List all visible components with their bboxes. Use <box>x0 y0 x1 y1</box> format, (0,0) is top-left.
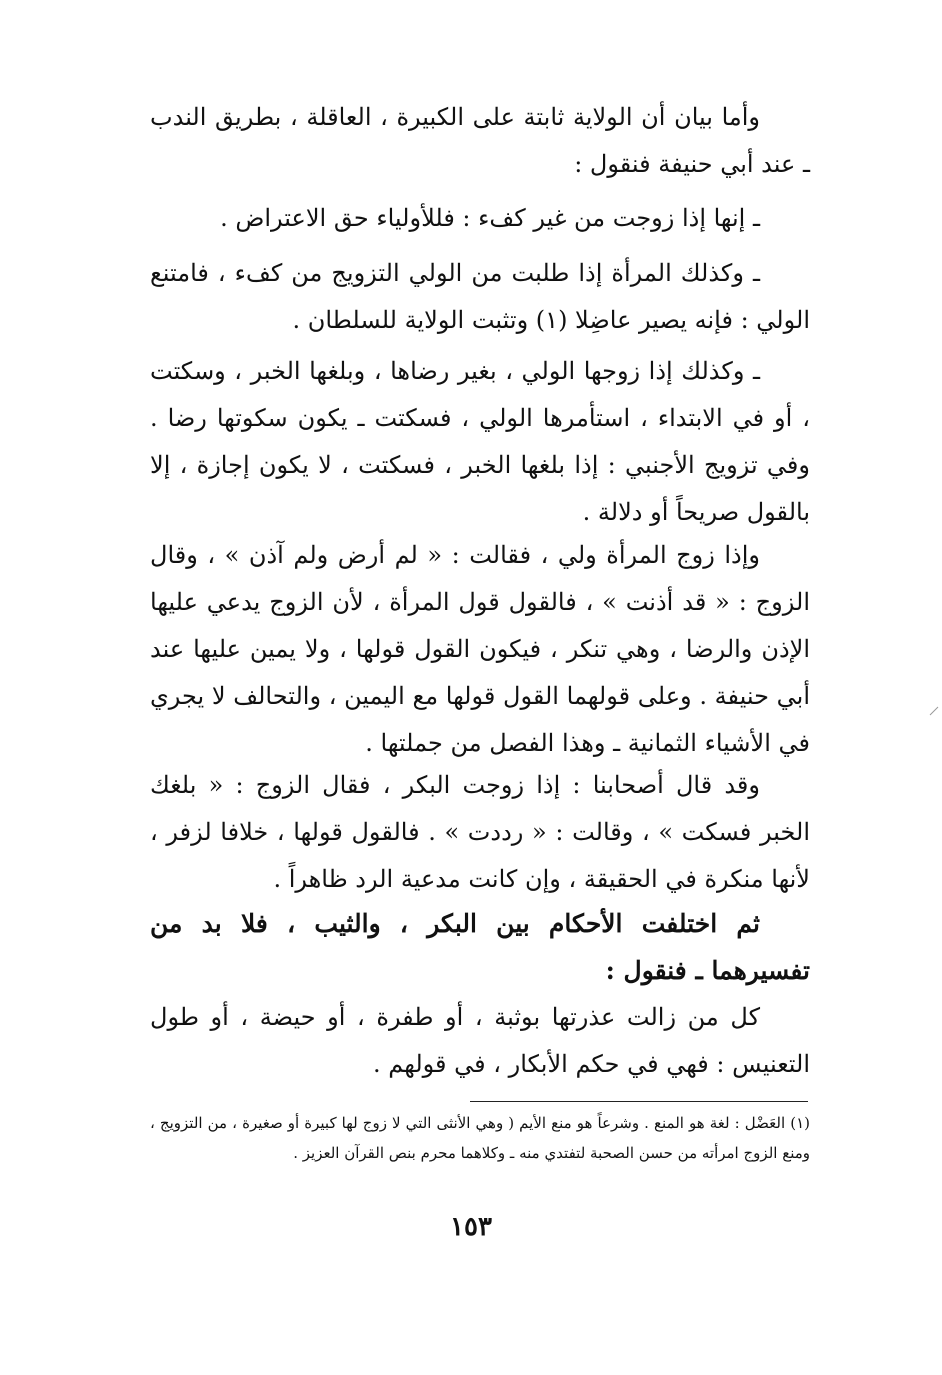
margin-mark <box>928 705 940 717</box>
paragraph-virginity-definition: كل من زالت عذرتها بوثبة ، أو طفرة ، أو حيضة ، أو طول التعنيس : فهي في حكم الأبكار ، في قولهم . <box>150 1003 810 1078</box>
paragraph-dispute-consent: وإذا زوج المرأة ولي ، فقالت : « لم أرض ولم آذن » ، وقال الزوج : « قد أذنت » ، فالقول قول المرأة ، لأن الزوج يدعي عليها الإذن والرضا ، وهي تنكر ، فيكون القول قولها ، ولا يمين عليها عند أبي حنيفة . وعلى قولهما القول قولها مع اليمين ، والتحالف لا يجري في الأشياء الثمانية ـ وهذا الفصل من جملتها . <box>150 541 810 757</box>
paragraph-guardianship-intro: وأما بيان أن الولاية ثابتة على الكبيرة ، العاقلة ، بطريق الندب ـ عند أبي حنيفة فنقول : <box>150 103 810 178</box>
paragraph-heading-virgin-previously-married: ثم اختلفت الأحكام بين البكر ، والثيب ، فلا بد من تفسيرهما ـ فنقول : <box>150 909 810 985</box>
footnote: (١) العَضْل : لغة هو المنع . وشرعاً هو منع الأيم ( وهي الأنثى التي لا زوج لها كبيرة أو صغيرة ، من التزويج ، ومنع الزوج امرأته من حسن الصحبة لتفتدي منه ـ وكلاهما محرم بنص القرآن العزيز . <box>150 1114 810 1162</box>
paragraph-guardian-refusal: ـ وكذلك المرأة إذا طلبت من الولي التزويج من كفء ، فامتنع الولي : فإنه يصير عاضِلا (١) وتثبت الولاية للسلطان . <box>150 259 810 334</box>
footnote-separator <box>470 1101 808 1102</box>
paragraph-virgin-dispute: وقد قال أصحابنا : إذا زوجت البكر ، فقال الزوج : « بلغك الخبر فسكت » ، وقالت : « رددت » . فالقول قولها ، خلافا لزفر ، لأنها منكرة في الحقيقة ، وإن كانت مدعية الرد ظاهراً . <box>150 771 810 893</box>
page-number: ١٥٣ <box>450 1212 492 1242</box>
paragraph-non-equal-marriage: ـ إنها إذا زوجت من غير كفء : فللأولياء حق الاعتراض . <box>220 204 760 232</box>
paragraph-silence-consent: ـ وكذلك إذا زوجها الولي ، بغير رضاها ، وبلغها الخبر ، وسكتت ، أو في الابتداء ، استأمرها الولي ، فسكتت ـ يكون سكوتها رضا . وفي تزويج الأجنبي : إذا بلغها الخبر ، فسكتت ، لا يكون إجازة ، إلا بالقول صريحاً أو دلالة . <box>150 357 810 526</box>
